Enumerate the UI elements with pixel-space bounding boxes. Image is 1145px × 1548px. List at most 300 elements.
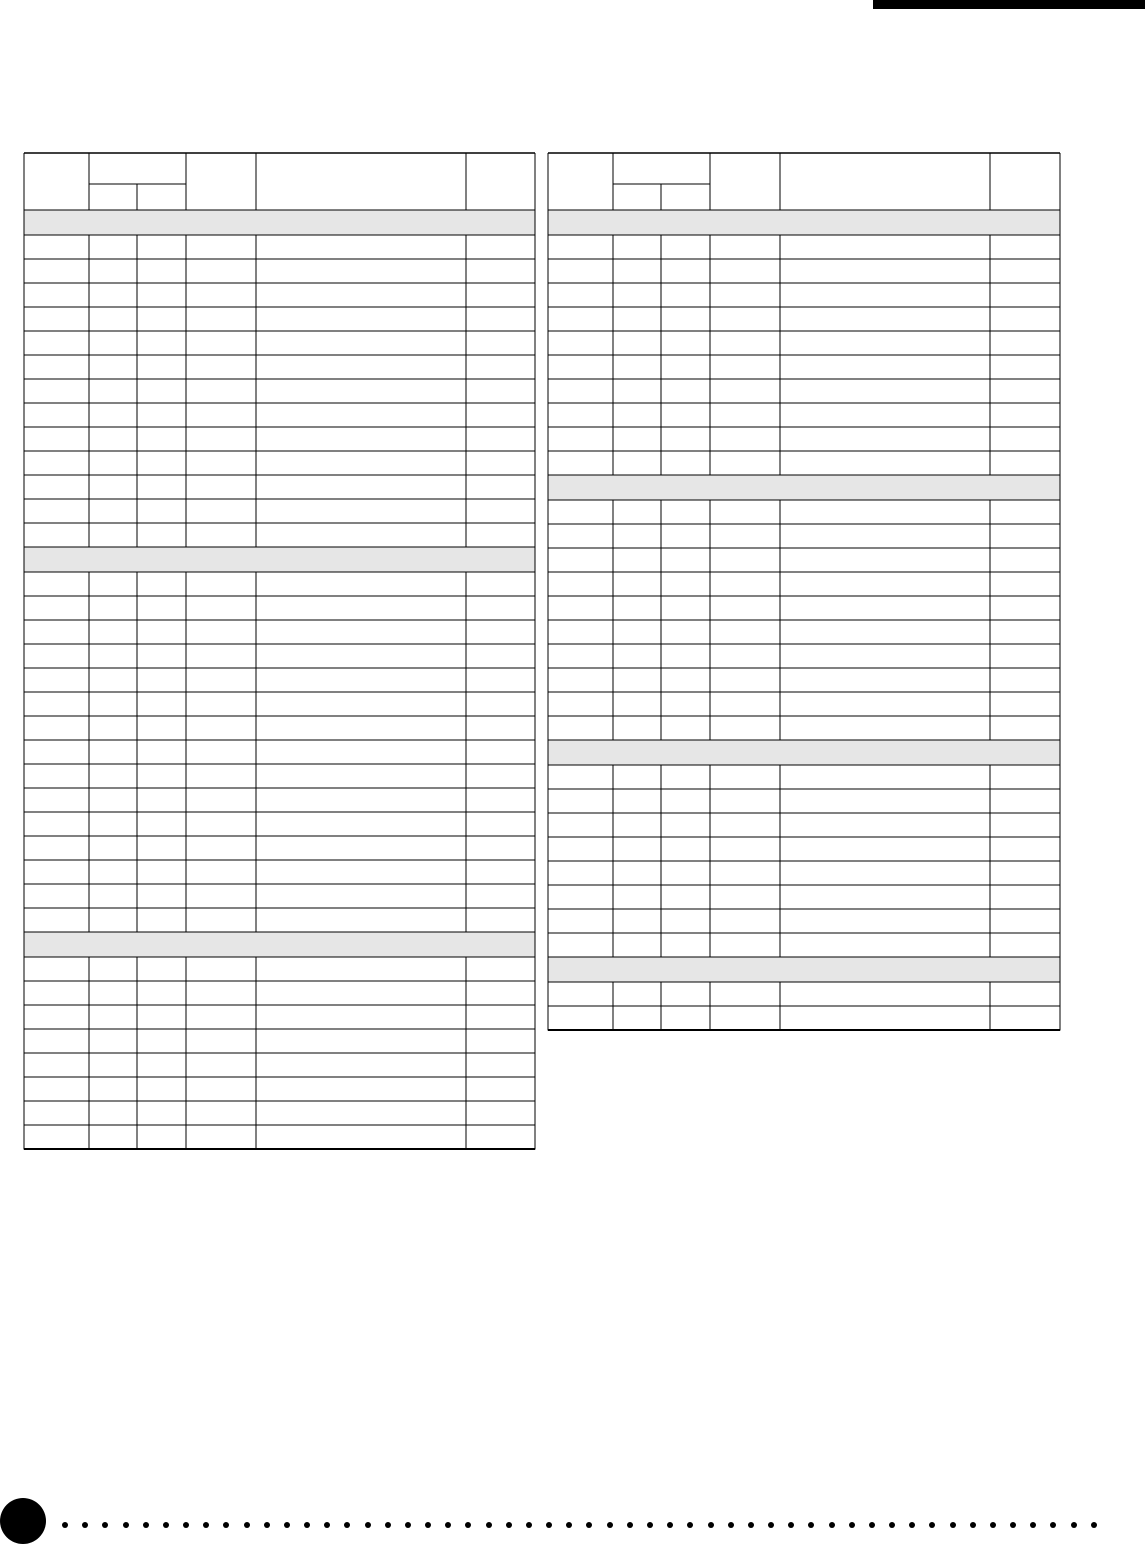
section-band: [548, 740, 1060, 765]
table-cell: [548, 596, 613, 620]
table-row: [24, 499, 535, 523]
table-cell: [990, 837, 1060, 861]
leader-dot: [627, 1522, 633, 1528]
table-cell: [186, 860, 256, 884]
table-cell: [89, 355, 137, 379]
table-cell: [89, 235, 137, 259]
table-cell: [661, 933, 710, 957]
table-cell: [710, 596, 780, 620]
table-cell: [548, 1006, 613, 1030]
table-cell: [466, 1125, 535, 1149]
table-cell: [137, 716, 186, 740]
table-cell: [137, 355, 186, 379]
table-cell: [990, 668, 1060, 692]
table-cell: [613, 403, 661, 427]
table-cell: [990, 307, 1060, 331]
table-cell: [990, 283, 1060, 307]
table-cell: [186, 572, 256, 596]
table-cell: [613, 765, 661, 789]
table-cell: [710, 861, 780, 885]
table-cell: [548, 692, 613, 716]
table-cell: [186, 427, 256, 451]
table-row: [24, 812, 535, 836]
table-row: [548, 716, 1060, 740]
table-cell: [89, 379, 137, 403]
table-cell: [990, 427, 1060, 451]
table-cell: [186, 1029, 256, 1053]
table-cell: [466, 1101, 535, 1125]
table-cell: [710, 933, 780, 957]
leader-dot: [667, 1522, 673, 1528]
leader-dot: [143, 1522, 149, 1528]
table-cell: [24, 427, 89, 451]
table-cell: [89, 764, 137, 788]
table-cell: [710, 572, 780, 596]
table-cell: [24, 668, 89, 692]
table-cell: [24, 644, 89, 668]
table-cell: [710, 1006, 780, 1030]
table-cell: [137, 692, 186, 716]
table-row: [548, 765, 1060, 789]
table-row: [24, 740, 535, 764]
table-cell: [780, 331, 990, 355]
table-cell: [256, 1101, 466, 1125]
table-row: [24, 1125, 535, 1149]
table-cell: [24, 451, 89, 475]
leader-dot: [1091, 1522, 1097, 1528]
table-cell: [137, 283, 186, 307]
leader-dot: [546, 1522, 552, 1528]
table-cell: [780, 668, 990, 692]
table-cell: [256, 596, 466, 620]
table-row: [24, 1101, 535, 1125]
table-cell: [89, 908, 137, 932]
table-cell: [661, 451, 710, 475]
table-cell: [256, 1005, 466, 1029]
table-cell: [780, 861, 990, 885]
table-cell: [710, 451, 780, 475]
table-cell: [466, 331, 535, 355]
table-row: [24, 355, 535, 379]
table-cell: [137, 1005, 186, 1029]
table-cell: [137, 740, 186, 764]
table-cell: [990, 500, 1060, 524]
table-cell: [548, 548, 613, 572]
table-cell: [780, 837, 990, 861]
table-cell: [613, 789, 661, 813]
table-cell: [89, 1125, 137, 1149]
table-cell: [613, 500, 661, 524]
leader-dot: [728, 1522, 734, 1528]
table-cell: [186, 235, 256, 259]
table-cell: [710, 524, 780, 548]
table-cell: [137, 644, 186, 668]
table-cell: [137, 259, 186, 283]
table-cell: [186, 596, 256, 620]
table-cell: [186, 764, 256, 788]
table-cell: [466, 836, 535, 860]
table-cell: [256, 283, 466, 307]
table-row: [24, 572, 535, 596]
table-cell: [137, 812, 186, 836]
table-cell: [24, 620, 89, 644]
leader-dot: [607, 1522, 613, 1528]
leader-dot: [970, 1522, 976, 1528]
table-cell: [24, 860, 89, 884]
leader-dot: [82, 1522, 88, 1528]
table-cell: [137, 1029, 186, 1053]
table-cell: [780, 885, 990, 909]
right-table: [548, 153, 1060, 1030]
table-row: [24, 957, 535, 981]
table-cell: [548, 813, 613, 837]
table-cell: [661, 548, 710, 572]
table-cell: [613, 596, 661, 620]
table-cell: [710, 427, 780, 451]
table-cell: [466, 1077, 535, 1101]
leader-dot: [768, 1522, 774, 1528]
leader-dot: [183, 1522, 189, 1528]
table-row: [24, 644, 535, 668]
table-cell: [256, 1077, 466, 1101]
table-cell: [780, 716, 990, 740]
table-row: [24, 1029, 535, 1053]
table-cell: [990, 620, 1060, 644]
leader-dot: [223, 1522, 229, 1528]
table-cell: [613, 379, 661, 403]
table-row: [548, 982, 1060, 1006]
table-row: [548, 307, 1060, 331]
table-cell: [256, 716, 466, 740]
table-cell: [548, 668, 613, 692]
table-cell: [89, 307, 137, 331]
table-cell: [137, 331, 186, 355]
leader-dot: [385, 1522, 391, 1528]
table-cell: [256, 644, 466, 668]
table-cell: [613, 1006, 661, 1030]
table-row: [548, 379, 1060, 403]
table-cell: [466, 1053, 535, 1077]
table-cell: [24, 235, 89, 259]
leader-dot: [869, 1522, 875, 1528]
table-row: [548, 933, 1060, 957]
table-cell: [256, 499, 466, 523]
leader-dot: [264, 1522, 270, 1528]
table-cell: [24, 475, 89, 499]
table-cell: [137, 1077, 186, 1101]
section-band: [24, 547, 535, 572]
table-cell: [186, 1005, 256, 1029]
table-cell: [990, 909, 1060, 933]
table-cell: [256, 475, 466, 499]
table-cell: [990, 379, 1060, 403]
table-row: [548, 668, 1060, 692]
table-cell: [24, 1101, 89, 1125]
table-cell: [466, 1005, 535, 1029]
table-row: [548, 692, 1060, 716]
section-band: [548, 475, 1060, 500]
leader-dot: [990, 1522, 996, 1528]
table-cell: [780, 765, 990, 789]
table-cell: [780, 379, 990, 403]
table-cell: [137, 523, 186, 547]
table-cell: [89, 740, 137, 764]
table-cell: [466, 283, 535, 307]
table-cell: [186, 499, 256, 523]
table-cell: [89, 836, 137, 860]
table-cell: [89, 884, 137, 908]
leader-dot: [62, 1522, 68, 1528]
table-cell: [548, 982, 613, 1006]
table-cell: [466, 981, 535, 1005]
table-cell: [256, 259, 466, 283]
table-cell: [710, 500, 780, 524]
table-cell: [24, 692, 89, 716]
table-cell: [661, 1006, 710, 1030]
table-row: [548, 1006, 1060, 1030]
table-cell: [466, 788, 535, 812]
table-cell: [780, 307, 990, 331]
table-cell: [661, 259, 710, 283]
table-row: [548, 259, 1060, 283]
leader-dot: [950, 1522, 956, 1528]
leader-dot: [849, 1522, 855, 1528]
table-row: [24, 860, 535, 884]
table-cell: [89, 283, 137, 307]
table-cell: [137, 668, 186, 692]
table-cell: [548, 933, 613, 957]
table-cell: [24, 523, 89, 547]
table-cell: [990, 644, 1060, 668]
table-cell: [89, 1053, 137, 1077]
table-cell: [990, 861, 1060, 885]
table-cell: [89, 692, 137, 716]
leader-dot: [284, 1522, 290, 1528]
table-row: [548, 572, 1060, 596]
table-cell: [466, 403, 535, 427]
table-cell: [24, 836, 89, 860]
table-cell: [990, 765, 1060, 789]
table-row: [24, 451, 535, 475]
table-cell: [137, 1053, 186, 1077]
table-cell: [613, 331, 661, 355]
table-cell: [780, 235, 990, 259]
table-cell: [137, 620, 186, 644]
table-cell: [548, 644, 613, 668]
leader-dot: [647, 1522, 653, 1528]
leader-dot: [687, 1522, 693, 1528]
leader-dot: [304, 1522, 310, 1528]
table-cell: [710, 909, 780, 933]
table-row: [24, 716, 535, 740]
table-row: [548, 813, 1060, 837]
table-cell: [780, 355, 990, 379]
table-row: [24, 307, 535, 331]
table-cell: [661, 668, 710, 692]
table-cell: [613, 644, 661, 668]
table-cell: [990, 933, 1060, 957]
table-cell: [613, 692, 661, 716]
table-cell: [137, 788, 186, 812]
leader-dot: [123, 1522, 129, 1528]
table-cell: [548, 379, 613, 403]
table-cell: [256, 355, 466, 379]
table-row: [548, 596, 1060, 620]
table-cell: [256, 692, 466, 716]
leader-dot: [929, 1522, 935, 1528]
table-cell: [256, 788, 466, 812]
table-cell: [661, 620, 710, 644]
table-cell: [613, 885, 661, 909]
table-cell: [186, 908, 256, 932]
table-cell: [466, 740, 535, 764]
table-row: [24, 788, 535, 812]
table-cell: [256, 1029, 466, 1053]
table-cell: [24, 1077, 89, 1101]
table-cell: [89, 812, 137, 836]
table-cell: [661, 644, 710, 668]
table-cell: [990, 355, 1060, 379]
section-band: [548, 210, 1060, 235]
table-cell: [137, 235, 186, 259]
table-row: [24, 379, 535, 403]
leader-dot: [203, 1522, 209, 1528]
table-row: [24, 764, 535, 788]
table-cell: [137, 836, 186, 860]
table-cell: [256, 235, 466, 259]
table-row: [548, 620, 1060, 644]
table-cell: [137, 884, 186, 908]
table-cell: [89, 475, 137, 499]
table-cell: [990, 813, 1060, 837]
table-cell: [256, 812, 466, 836]
table-cell: [89, 1101, 137, 1125]
table-cell: [990, 716, 1060, 740]
table-cell: [548, 885, 613, 909]
table-cell: [710, 307, 780, 331]
table-cell: [990, 692, 1060, 716]
table-cell: [256, 307, 466, 331]
table-cell: [24, 283, 89, 307]
leader-dot: [748, 1522, 754, 1528]
table-cell: [24, 572, 89, 596]
table-row: [24, 692, 535, 716]
table-cell: [710, 235, 780, 259]
table-cell: [661, 861, 710, 885]
table-cell: [780, 789, 990, 813]
table-cell: [780, 644, 990, 668]
table-cell: [661, 789, 710, 813]
table-cell: [186, 451, 256, 475]
table-cell: [710, 765, 780, 789]
table-cell: [137, 427, 186, 451]
table-cell: [613, 307, 661, 331]
table-row: [24, 596, 535, 620]
table-cell: [466, 908, 535, 932]
table-cell: [548, 716, 613, 740]
table-cell: [548, 909, 613, 933]
table-cell: [24, 499, 89, 523]
table-cell: [990, 572, 1060, 596]
table-cell: [466, 523, 535, 547]
table-cell: [548, 500, 613, 524]
table-cell: [186, 1125, 256, 1149]
table-cell: [137, 403, 186, 427]
table-cell: [613, 909, 661, 933]
table-row: [24, 884, 535, 908]
table-cell: [548, 307, 613, 331]
table-row: [548, 789, 1060, 813]
leader-dot: [445, 1522, 451, 1528]
table-row: [548, 283, 1060, 307]
table-cell: [186, 884, 256, 908]
table-cell: [466, 475, 535, 499]
table-cell: [661, 235, 710, 259]
table-cell: [548, 837, 613, 861]
table-cell: [256, 620, 466, 644]
table-cell: [24, 812, 89, 836]
leader-dot: [808, 1522, 814, 1528]
table-cell: [548, 451, 613, 475]
leader-dot: [102, 1522, 108, 1528]
table-cell: [466, 259, 535, 283]
table-cell: [186, 716, 256, 740]
table-cell: [137, 981, 186, 1005]
table-cell: [137, 957, 186, 981]
table-cell: [137, 379, 186, 403]
table-cell: [613, 524, 661, 548]
leader-dot: [506, 1522, 512, 1528]
table-row: [24, 403, 535, 427]
leader-dot: [708, 1522, 714, 1528]
table-cell: [990, 982, 1060, 1006]
table-cell: [89, 1005, 137, 1029]
table-cell: [256, 572, 466, 596]
table-row: [24, 668, 535, 692]
table-cell: [710, 813, 780, 837]
table-cell: [466, 235, 535, 259]
table-cell: [613, 837, 661, 861]
leader-dot: [829, 1522, 835, 1528]
table-cell: [780, 403, 990, 427]
leader-dot: [1030, 1522, 1036, 1528]
leader-dot: [344, 1522, 350, 1528]
table-row: [548, 644, 1060, 668]
table-cell: [990, 789, 1060, 813]
table-cell: [466, 1029, 535, 1053]
table-row: [24, 836, 535, 860]
table-cell: [89, 331, 137, 355]
section-band: [24, 932, 535, 957]
table-cell: [661, 982, 710, 1006]
table-cell: [466, 957, 535, 981]
table-cell: [256, 957, 466, 981]
table-cell: [990, 235, 1060, 259]
table-cell: [186, 283, 256, 307]
table-row: [24, 1005, 535, 1029]
table-cell: [710, 379, 780, 403]
table-cell: [466, 572, 535, 596]
table-cell: [780, 596, 990, 620]
table-cell: [780, 813, 990, 837]
table-cell: [137, 860, 186, 884]
table-cell: [466, 499, 535, 523]
table-cell: [137, 1101, 186, 1125]
table-cell: [780, 572, 990, 596]
table-cell: [186, 355, 256, 379]
table-cell: [613, 668, 661, 692]
table-cell: [466, 884, 535, 908]
